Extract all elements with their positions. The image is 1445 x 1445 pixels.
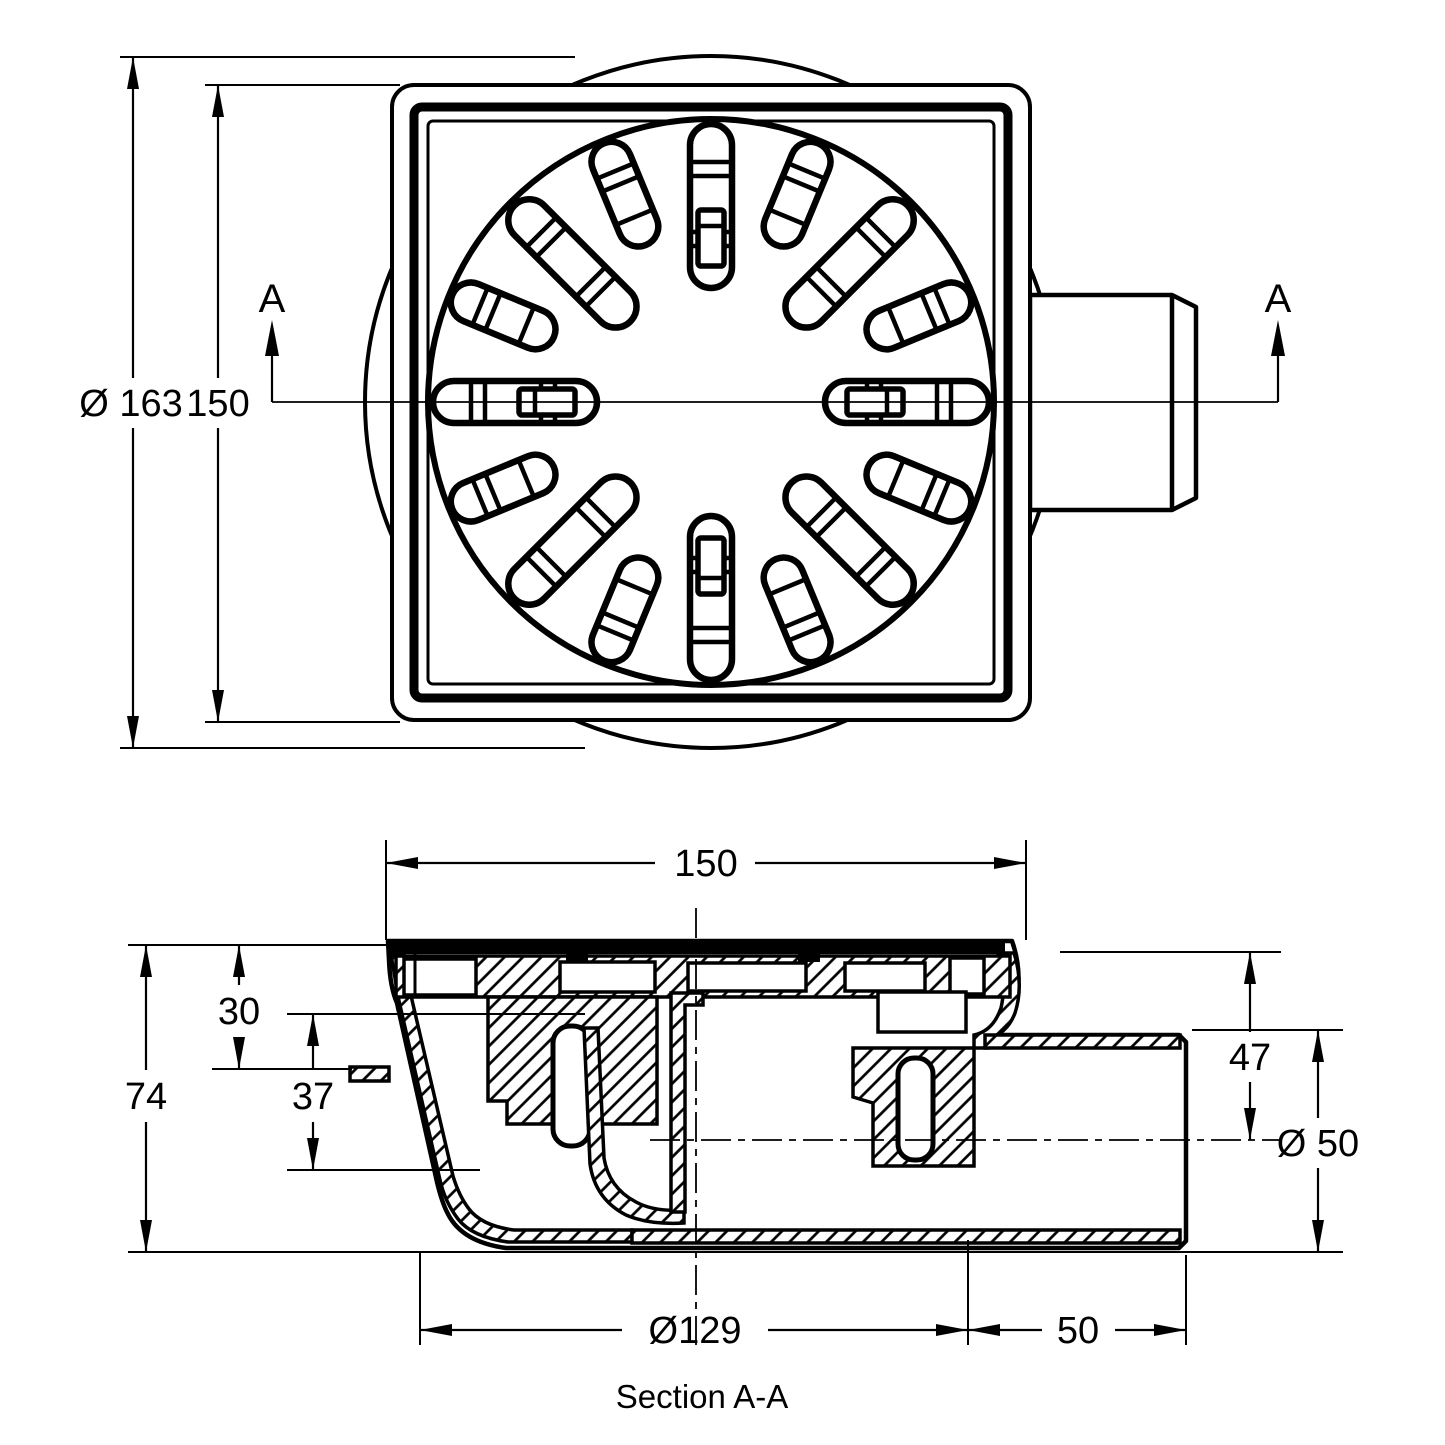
dim-rim-depth bbox=[212, 945, 352, 1069]
band-groove-2 bbox=[560, 962, 655, 992]
drain-slot-detail bbox=[698, 538, 724, 594]
top-view bbox=[79, 56, 1291, 748]
dim-label-trap-depth: 37 bbox=[291, 1076, 335, 1118]
dim-outlet-length bbox=[968, 1255, 1186, 1352]
dim-section-width bbox=[386, 840, 1026, 940]
section-marker-a-right: A bbox=[1264, 277, 1292, 321]
section-caption: Section A-A bbox=[615, 1378, 789, 1415]
dim-label-outlet-length: 50 bbox=[1056, 1310, 1100, 1352]
section-arrow-left bbox=[265, 320, 279, 356]
section-arrow-right bbox=[1271, 320, 1285, 356]
dim-label-section-width: 150 bbox=[674, 843, 738, 885]
pocket-right bbox=[878, 992, 966, 1032]
block-outlet-slot bbox=[898, 1058, 933, 1160]
anchor-tab bbox=[350, 1067, 389, 1081]
floor-wall bbox=[632, 1230, 1180, 1243]
dim-label-flange-diameter: Ø 163 bbox=[79, 383, 183, 425]
dim-outlet-diameter bbox=[1192, 1030, 1359, 1252]
dim-label-outlet-diameter: Ø 50 bbox=[1276, 1123, 1360, 1165]
dim-label-total-height: 74 bbox=[124, 1076, 168, 1118]
band-groove-3 bbox=[688, 963, 806, 991]
dim-label-bowl-diameter: Ø129 bbox=[648, 1310, 742, 1352]
dim-label-outlet-centre-height: 47 bbox=[1228, 1037, 1272, 1079]
band-groove-4 bbox=[845, 963, 925, 991]
dim-label-square-width: 150 bbox=[186, 383, 250, 425]
drain-slot-detail bbox=[698, 210, 724, 266]
dim-bowl-diameter bbox=[420, 1240, 968, 1352]
section-marker-a-left: A bbox=[258, 277, 286, 321]
dim-label-rim-depth: 30 bbox=[217, 991, 261, 1033]
band-groove-5 bbox=[950, 958, 984, 994]
section-view bbox=[125, 840, 1359, 1415]
pipe-top-wall bbox=[985, 1035, 1180, 1048]
